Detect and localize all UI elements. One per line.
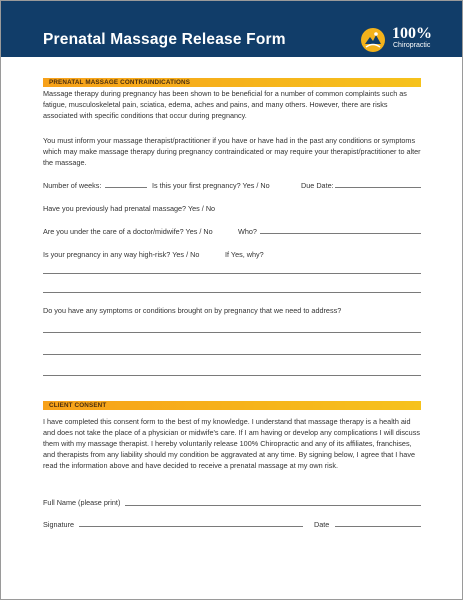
high-risk-answer-line[interactable] [43,273,421,274]
doctor-care-question: Are you under the care of a doctor/midwife? Yes / No [43,227,213,236]
logo-emblem-icon [360,27,390,53]
due-date-field[interactable] [335,187,421,188]
full-name-field[interactable] [125,505,421,506]
consent-heading: CLIENT CONSENT [49,402,107,409]
contraindications-heading: PRENATAL MASSAGE CONTRAINDICATIONS [49,79,191,86]
form-title: Prenatal Massage Release Form [43,31,286,48]
symptoms-answer-line[interactable] [43,332,421,333]
symptoms-answer-line[interactable] [43,354,421,355]
first-pregnancy-question: Is this your first pregnancy? Yes / No [152,181,270,190]
date-field[interactable] [335,526,421,527]
previous-massage-question: Have you previously had prenatal massage? Yes / No [43,204,216,213]
weeks-field[interactable] [105,187,147,188]
consent-section-bar [43,401,421,410]
signature-label: Signature [43,520,75,529]
high-risk-question: Is your pregnancy in any way high-risk? Yes / No [43,250,200,259]
symptoms-question: Do you have any symptoms or conditions brought on by pregnancy that we need to address? [43,306,342,315]
logo-text: 100% [392,25,432,42]
logo-subtext: Chiropractic [393,42,431,49]
contraindications-section-bar [43,78,421,87]
who-label: Who? [238,227,257,236]
full-name-label: Full Name (please print) [43,498,121,507]
date-label: Date [314,520,330,529]
form-header [1,1,462,57]
inform-paragraph: You must inform your massage therapist/practitioner if you have or have had in the past any conditions or symptoms which may make massage therapy during pregnancy contraindicated or may require your therapist/practitioner to alter the massage. [43,136,421,167]
due-date-label: Due Date: [301,181,334,190]
high-risk-answer-line[interactable] [43,292,421,293]
weeks-label: Number of weeks: [43,181,102,190]
if-yes-label: If Yes, why? [225,250,264,259]
chiropractic-logo [360,27,432,53]
symptoms-answer-line[interactable] [43,375,421,376]
who-field[interactable] [260,233,421,234]
signature-field[interactable] [79,526,303,527]
consent-paragraph: I have completed this consent form to the best of my knowledge. I understand that massage therapy is a health aid and does not take the place of a physician or midwife's care. If I am having or develop any complications I will discuss them with my massage therapist. I hereby voluntarily release 100% Chiropractic and any of its affiliates, franchises, and therapists from any liability should my condition be aggravated at any time. By signing below, I agree that I have read the information above and have decided to receive a prenatal massage at my own risk. [43,417,420,470]
intro-paragraph: Massage therapy during pregnancy has been shown to be beneficial for a number of common complaints such as fatigue, musculoskeletal pain, sciatica, edema, aches and pains, and many others. However, there are risks associated with specific conditions that occur during pregnancy. [43,89,407,120]
